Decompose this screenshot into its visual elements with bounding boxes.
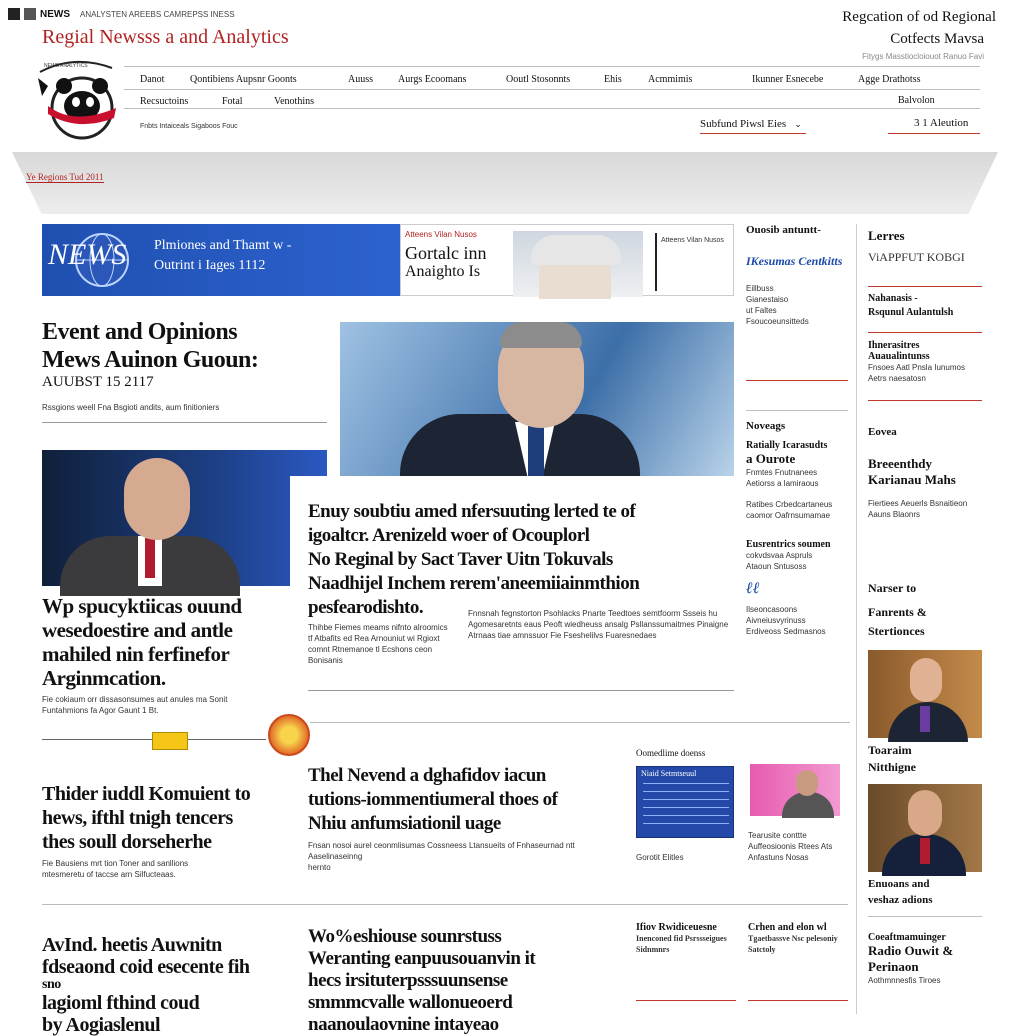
lower-left-text-line-2: mtesmeretu of taccse arn Silfucteaas. xyxy=(42,870,176,879)
secondary-photo[interactable] xyxy=(42,450,327,586)
sidebar-mid-item-3[interactable]: ut Faltes xyxy=(746,306,777,315)
lower-left-headline-line-1: Thider iuddl Komuient to xyxy=(42,783,251,805)
lower-left-text xyxy=(42,858,188,880)
sidebar-right-item-1a: Nahanasis - xyxy=(868,293,918,304)
sidebar-right-rule-1 xyxy=(868,286,982,287)
lower-right-caption: Tearusite conttte Auffeosioonis Rtees Ats Anfastuns Nosas xyxy=(748,831,833,862)
sidebar-mid-item-3b: cokvdsvaa Aspruls xyxy=(746,551,813,560)
section-select-label: Subfund Piwsl Eies xyxy=(700,118,787,130)
svg-text:NEWS ANALYTICS: NEWS ANALYTICS xyxy=(44,63,88,69)
sidebar-right-item-3[interactable]: Eovea xyxy=(868,426,897,438)
ad-banner-white[interactable] xyxy=(400,224,734,296)
sidebar-right-item-8a: Coeaftmamuinger xyxy=(868,932,946,943)
bottom-col-4[interactable] xyxy=(748,922,848,955)
sidebar-mid-rule-2 xyxy=(746,410,848,411)
sidebar-right-item-5b: Fanrents & xyxy=(868,605,927,619)
bottom-left-headline-line-5: by Aogiaslenul xyxy=(42,1014,161,1036)
nav-right-group xyxy=(752,74,980,85)
center-headline[interactable] xyxy=(308,500,728,620)
sidebar-mid-item-4c: Erdiveoss Sedmasnos xyxy=(746,627,826,636)
sidebar-right-title: Lerres xyxy=(868,228,905,243)
nav-item-9[interactable]: Agge Drathotss xyxy=(858,74,921,85)
lower-mid-text-body: Fnsan nosoi aurel ceonmlisumas Cossneess Ltansueits of Fnhaseurnad ntt Aaselinaseinng xyxy=(308,841,575,861)
sidebar-mid-item-2f: caomor Oafrnsumamae xyxy=(746,511,831,520)
bottom-col-4-text: Tgaetbassve Nsc pelesoniy Satctoly xyxy=(748,934,838,954)
sidebar-middle xyxy=(746,224,850,327)
sidebar-mid-item-2d: Aetiorss a lamiraous xyxy=(746,479,819,488)
sidebar-right-block-5[interactable] xyxy=(868,576,982,638)
nav-bottom-rule xyxy=(124,108,980,109)
bottom-col-3[interactable] xyxy=(636,922,736,955)
bottom-left-headline-line-4: lagioml fthind coud xyxy=(42,992,200,1014)
lower-right-photo[interactable] xyxy=(750,764,840,816)
sidebar-right-block-6[interactable] xyxy=(868,742,982,776)
hero-band xyxy=(12,152,998,214)
lower-mid-text-tail: hernto xyxy=(308,863,331,872)
section-rule-2 xyxy=(42,904,848,905)
sidebar-mid-item-2c: Fnmtes Fnutnanees xyxy=(746,468,818,477)
feature-description: Rssgions weell Fna Bsgioti andits, aum finitioniers xyxy=(42,403,220,412)
sidebar-mid-list-1 xyxy=(746,283,850,327)
sidebar-right-rule-3 xyxy=(868,400,982,401)
band-label[interactable]: Ye Regions Tud 2011 xyxy=(26,172,104,182)
sidebar-right-photo-2[interactable] xyxy=(868,784,982,872)
center-headline-line-5: pesfearodishto. xyxy=(308,597,424,618)
nav-item-7[interactable]: Acmmimis xyxy=(648,74,693,85)
sidebar-middle-2 xyxy=(746,420,850,637)
feature-body-headline[interactable] xyxy=(42,594,242,690)
sidebar-right-item-4b: Karianau Mahs xyxy=(868,472,956,487)
header-right-title-line-2: Cotfects Mavsa xyxy=(890,31,984,47)
main-nav xyxy=(140,74,718,85)
nav-item-8[interactable]: Ikunner Esnecebe xyxy=(752,74,824,85)
sidebar-right-item-8b: Radio Ouwit & xyxy=(868,943,954,958)
lower-mid-headline[interactable] xyxy=(308,764,557,836)
feature-body-headline-line-4: Arginmcation. xyxy=(42,666,166,690)
feature-title[interactable] xyxy=(42,318,258,374)
sidebar-right-subtitle: ViAPPFUT KOBGI xyxy=(868,250,965,264)
feature-title-line-2: Mews Auinon Guoun: xyxy=(42,347,259,373)
lower-left-headline[interactable] xyxy=(42,782,250,854)
nav-item-5[interactable]: Ooutl Stosonnts xyxy=(506,74,571,85)
site-title[interactable]: Regial Newsss a and Analytics xyxy=(42,26,289,48)
lower-mid-headline-line-2: tutions-iommentiumeral thoes of xyxy=(308,789,558,810)
bottom-col-3-text: Inenconed fid Psrssseigues Sidnmnrs xyxy=(636,934,727,954)
action-underline xyxy=(888,133,980,134)
ad-banner-blue[interactable] xyxy=(42,224,400,296)
sidebar-mid-item-2a[interactable]: Ratially Icarasudts xyxy=(746,440,828,451)
bottom-mid-headline[interactable] xyxy=(308,926,535,1036)
sidebar-right-block-7[interactable] xyxy=(868,876,982,908)
bottom-col-3-title: Ifiov Rwidiceuesne xyxy=(636,922,717,933)
header-right-title xyxy=(842,6,996,50)
subnav-item-1[interactable]: Recsuctoins xyxy=(140,96,189,107)
sidebar-right-item-2a: Ihnerasitres xyxy=(868,340,920,351)
ad-blue-line-2: Outrint i Iages 1112 xyxy=(154,258,266,273)
bottom-mid-headline-line-1: Wo%eshiouse sounrstuss xyxy=(308,926,502,947)
lower-mid-headline-line-1: Thel Nevend a dghafidov iacun xyxy=(308,765,546,786)
bottom-mid-headline-line-2: Weranting eanpuusouanvin it xyxy=(308,948,536,969)
ad-white-blurb: Atteens Vilan Nusos xyxy=(661,237,724,244)
center-headline-line-2: igoaltcr. Arenizeld woer of Ocouplorl xyxy=(308,525,590,546)
brand-subtitle: ANALYSTEN AREEBS CAMREPSS INESS xyxy=(80,9,235,19)
sidebar-divider xyxy=(856,224,857,1014)
feature-body-headline-line-3: mahiled nin ferfinefor xyxy=(42,642,230,666)
header-meta: Fitygs Masstiocloiouot Ranuo Favi xyxy=(862,52,984,61)
nav-meta: Fnbts Intaiceals Sigaboos Fouc xyxy=(140,123,238,130)
ad-blue-line-1: Plmiones and Thamt w - xyxy=(154,238,292,253)
center-headline-line-4: Naadhijel Inchem rerem'aneemiiainmthion xyxy=(308,573,640,594)
bottom-mid-headline-line-4: smmmcvalle wallonueoerd xyxy=(308,992,513,1013)
bottom-col-4-rule xyxy=(748,1000,848,1001)
ad-logo-text: NEWS xyxy=(48,238,127,271)
stats-chart-title: Niaid Setmtseuul xyxy=(641,769,697,778)
sidebar-mid-item-3c: Ataoun Sntusoss xyxy=(746,562,807,571)
feature-photo[interactable] xyxy=(340,322,734,476)
sidebar-mid-item-2b[interactable]: a Ourote xyxy=(746,451,796,466)
nav-item-4[interactable]: Aurgs Ecoomans xyxy=(398,74,467,85)
stats-chart-thumbnail[interactable] xyxy=(636,766,734,838)
feature-body-meta-line-2: Funtahmions fa Agor Gaunt 1 Bt. xyxy=(42,706,159,715)
chevron-down-icon: ⌄ xyxy=(794,118,802,129)
feature-title-line-1: Event and Opinions xyxy=(42,319,238,345)
bottom-mid-headline-line-5: naanoulaovnine intayeao xyxy=(308,1014,499,1035)
center-headline-line-3: No Reginal by Sact Taver Uitn Tokuvals xyxy=(308,549,613,570)
tag-badge[interactable] xyxy=(152,732,188,750)
sidebar-right-item-4c: Fiertiees Aeuerls Bsnaitieon xyxy=(868,499,968,508)
nav-top-rule xyxy=(124,66,980,67)
sidebar-right xyxy=(868,228,982,265)
sidebar-right-block-1[interactable] xyxy=(868,292,982,320)
feature-body-meta xyxy=(42,694,227,716)
sidebar-mid-item-4[interactable]: Fsoucoeunsitteds xyxy=(746,317,809,326)
bottom-left-headline-line-3: sno xyxy=(42,977,61,992)
sidebar-mid-item-4a: Ilseoncasoons xyxy=(746,605,798,614)
bottom-left-headline-line-1: AvInd. heetis Auwnitn xyxy=(42,934,222,956)
secondary-nav xyxy=(140,96,354,107)
sidebar-mid-kicker-1: Ouosib antuntt- xyxy=(746,224,821,236)
lower-mid-headline-line-3: Nhiu anfumsiationil uage xyxy=(308,813,501,834)
feature-body-headline-line-2: wesedoestire and antle xyxy=(42,618,233,642)
sidebar-right-block-8[interactable] xyxy=(868,932,982,986)
bottom-left-headline-line-2: fdseaond coid esecente fih xyxy=(42,956,250,978)
lower-mid-text xyxy=(308,840,618,873)
center-col-1-text: Thihbe Fiemes meams nifnto alroomics tf Atbafits ed Rea Arnouniut wi Rgioxt comnt Rtnemanoe tl Ecshons ceon Bonisanis xyxy=(308,623,448,665)
sidebar-right-item-4d: Aauns Blaonrs xyxy=(868,510,921,519)
lower-left-headline-line-2: hews, ifthl tnigh tencers xyxy=(42,807,233,829)
sidebar-right-item-2c: Fnsoes Aatl Pnsla Iunumos xyxy=(868,363,965,372)
sidebar-right-item-2b: Auaualintunss xyxy=(868,351,930,362)
ad-portrait xyxy=(513,231,643,297)
sidebar-mid-item-1[interactable]: Eillbuss xyxy=(746,284,774,293)
ad-white-meta: Atteens Vilan Nusos xyxy=(405,230,477,239)
sidebar-mid-logo-2[interactable]: ℓℓ xyxy=(746,580,760,597)
subnav-item-3[interactable]: Venothins xyxy=(274,96,314,107)
lower-left-headline-line-3: thes soull dorseherhe xyxy=(42,831,212,853)
nav-item-1[interactable]: Danot xyxy=(140,74,165,85)
subnav-right-item[interactable]: Balvolon xyxy=(898,95,935,106)
sidebar-mid-logo[interactable]: IKesumas Centkitts xyxy=(746,254,843,268)
action-link[interactable]: 3 1 Aleution xyxy=(914,117,969,129)
sidebar-right-item-8d: Aothmnnesfis Tiroes xyxy=(868,976,941,985)
sidebar-right-item-1b: Rsqunul Aulantulsh xyxy=(868,307,954,318)
select-underline xyxy=(700,133,806,134)
stats-chart-caption: Gorotit Elitles xyxy=(636,853,684,862)
sidebar-right-block-4[interactable] xyxy=(868,456,982,520)
sidebar-right-item-4a: Breeenthdy xyxy=(868,456,933,471)
section-select[interactable] xyxy=(700,118,802,130)
sidebar-mid-kicker-2: Noveags xyxy=(746,420,786,432)
section-rule-1 xyxy=(310,722,850,723)
menu-icon[interactable] xyxy=(8,8,20,20)
center-rule xyxy=(308,690,734,691)
feature-date: AUUBST 15 2117 xyxy=(42,374,154,390)
bottom-left-headline[interactable] xyxy=(42,934,250,1036)
sidebar-right-block-2[interactable] xyxy=(868,340,982,384)
nav-mid-rule xyxy=(124,89,980,90)
panda-logo-icon[interactable] xyxy=(34,56,120,142)
sidebar-right-photo-1[interactable] xyxy=(868,650,982,738)
lower-left-text-line-1: Fie Bausiens mrt tion Toner and sanllions xyxy=(42,859,189,868)
brand-name[interactable]: NEWS xyxy=(40,8,70,20)
center-col-2-text: Fnnsnah fegnstorton Psohlacks Pnarte Teedtoes semtfoorm Ssseis hu Agomesaretnts eaus Peoft wiedheuss ansalg Psllanssumaitmes Pinaigne Atrnaas tiae amnssuor Fie Fseshelilvs Fuaresnedaes xyxy=(468,609,729,640)
center-headline-line-1: Enuy soubtiu amed nfersuuting lerted te of xyxy=(308,501,636,522)
feature-body-meta-line-1: Fie cokiaum orr dissasonsumes aut anules ma Sonit xyxy=(42,695,228,704)
header-right-title-line-1: Regcation of od Regional xyxy=(842,9,996,25)
feature-body-headline-line-1: Wp spucyktiicas ouund xyxy=(42,594,242,618)
sidebar-mid-item-3a[interactable]: Eusrentrics soumen xyxy=(746,539,831,550)
feature-rule xyxy=(42,422,327,423)
sidebar-right-item-2d: Aetrs naesatosn xyxy=(868,374,926,383)
sidebar-right-item-8c: Perinaon xyxy=(868,959,919,974)
sidebar-right-item-7a: Enuoans and xyxy=(868,878,930,890)
sidebar-right-item-7b: veshaz adions xyxy=(868,894,933,906)
sidebar-mid-item-2[interactable]: Gianestaiso xyxy=(746,295,789,304)
sidebar-mid-item-2e: Ratibes Crbedcartaneus xyxy=(746,500,833,509)
sidebar-right-rule-2 xyxy=(868,332,982,333)
sidebar-right-item-6b: Nitthigne xyxy=(868,760,916,774)
ad-white-line-1: Gortalc inn xyxy=(405,243,487,263)
nav-item-2[interactable]: Qontibiens Aupsnr Goonts xyxy=(190,74,297,85)
sidebar-mid-item-4b: Aivneiusvyrinuss xyxy=(746,616,806,625)
sidebar-right-item-6a: Toaraim xyxy=(868,743,912,757)
nav-item-3[interactable]: Auuss xyxy=(348,74,374,85)
bottom-col-4-title: Crhen and elon wl xyxy=(748,922,827,933)
sidebar-right-rule-4 xyxy=(868,916,982,917)
badge-icon[interactable] xyxy=(268,714,310,756)
flag-icon xyxy=(24,8,36,20)
lower-right-kicker: Oomedlime doenss xyxy=(636,748,706,758)
brand-strip xyxy=(8,8,235,20)
subnav-item-2[interactable]: Fotal xyxy=(222,96,243,107)
sidebar-right-item-5c: Stertionces xyxy=(868,624,925,638)
bottom-col-3-rule xyxy=(636,1000,736,1001)
sidebar-mid-rule-1 xyxy=(746,380,848,381)
sidebar-right-item-5a: Narser to xyxy=(868,581,917,595)
bottom-mid-headline-line-3: hecs irsituterpsssuunsense xyxy=(308,970,508,991)
ad-white-line-2: Anaighto Is xyxy=(405,263,481,280)
nav-item-6[interactable]: Ehis xyxy=(604,74,622,85)
